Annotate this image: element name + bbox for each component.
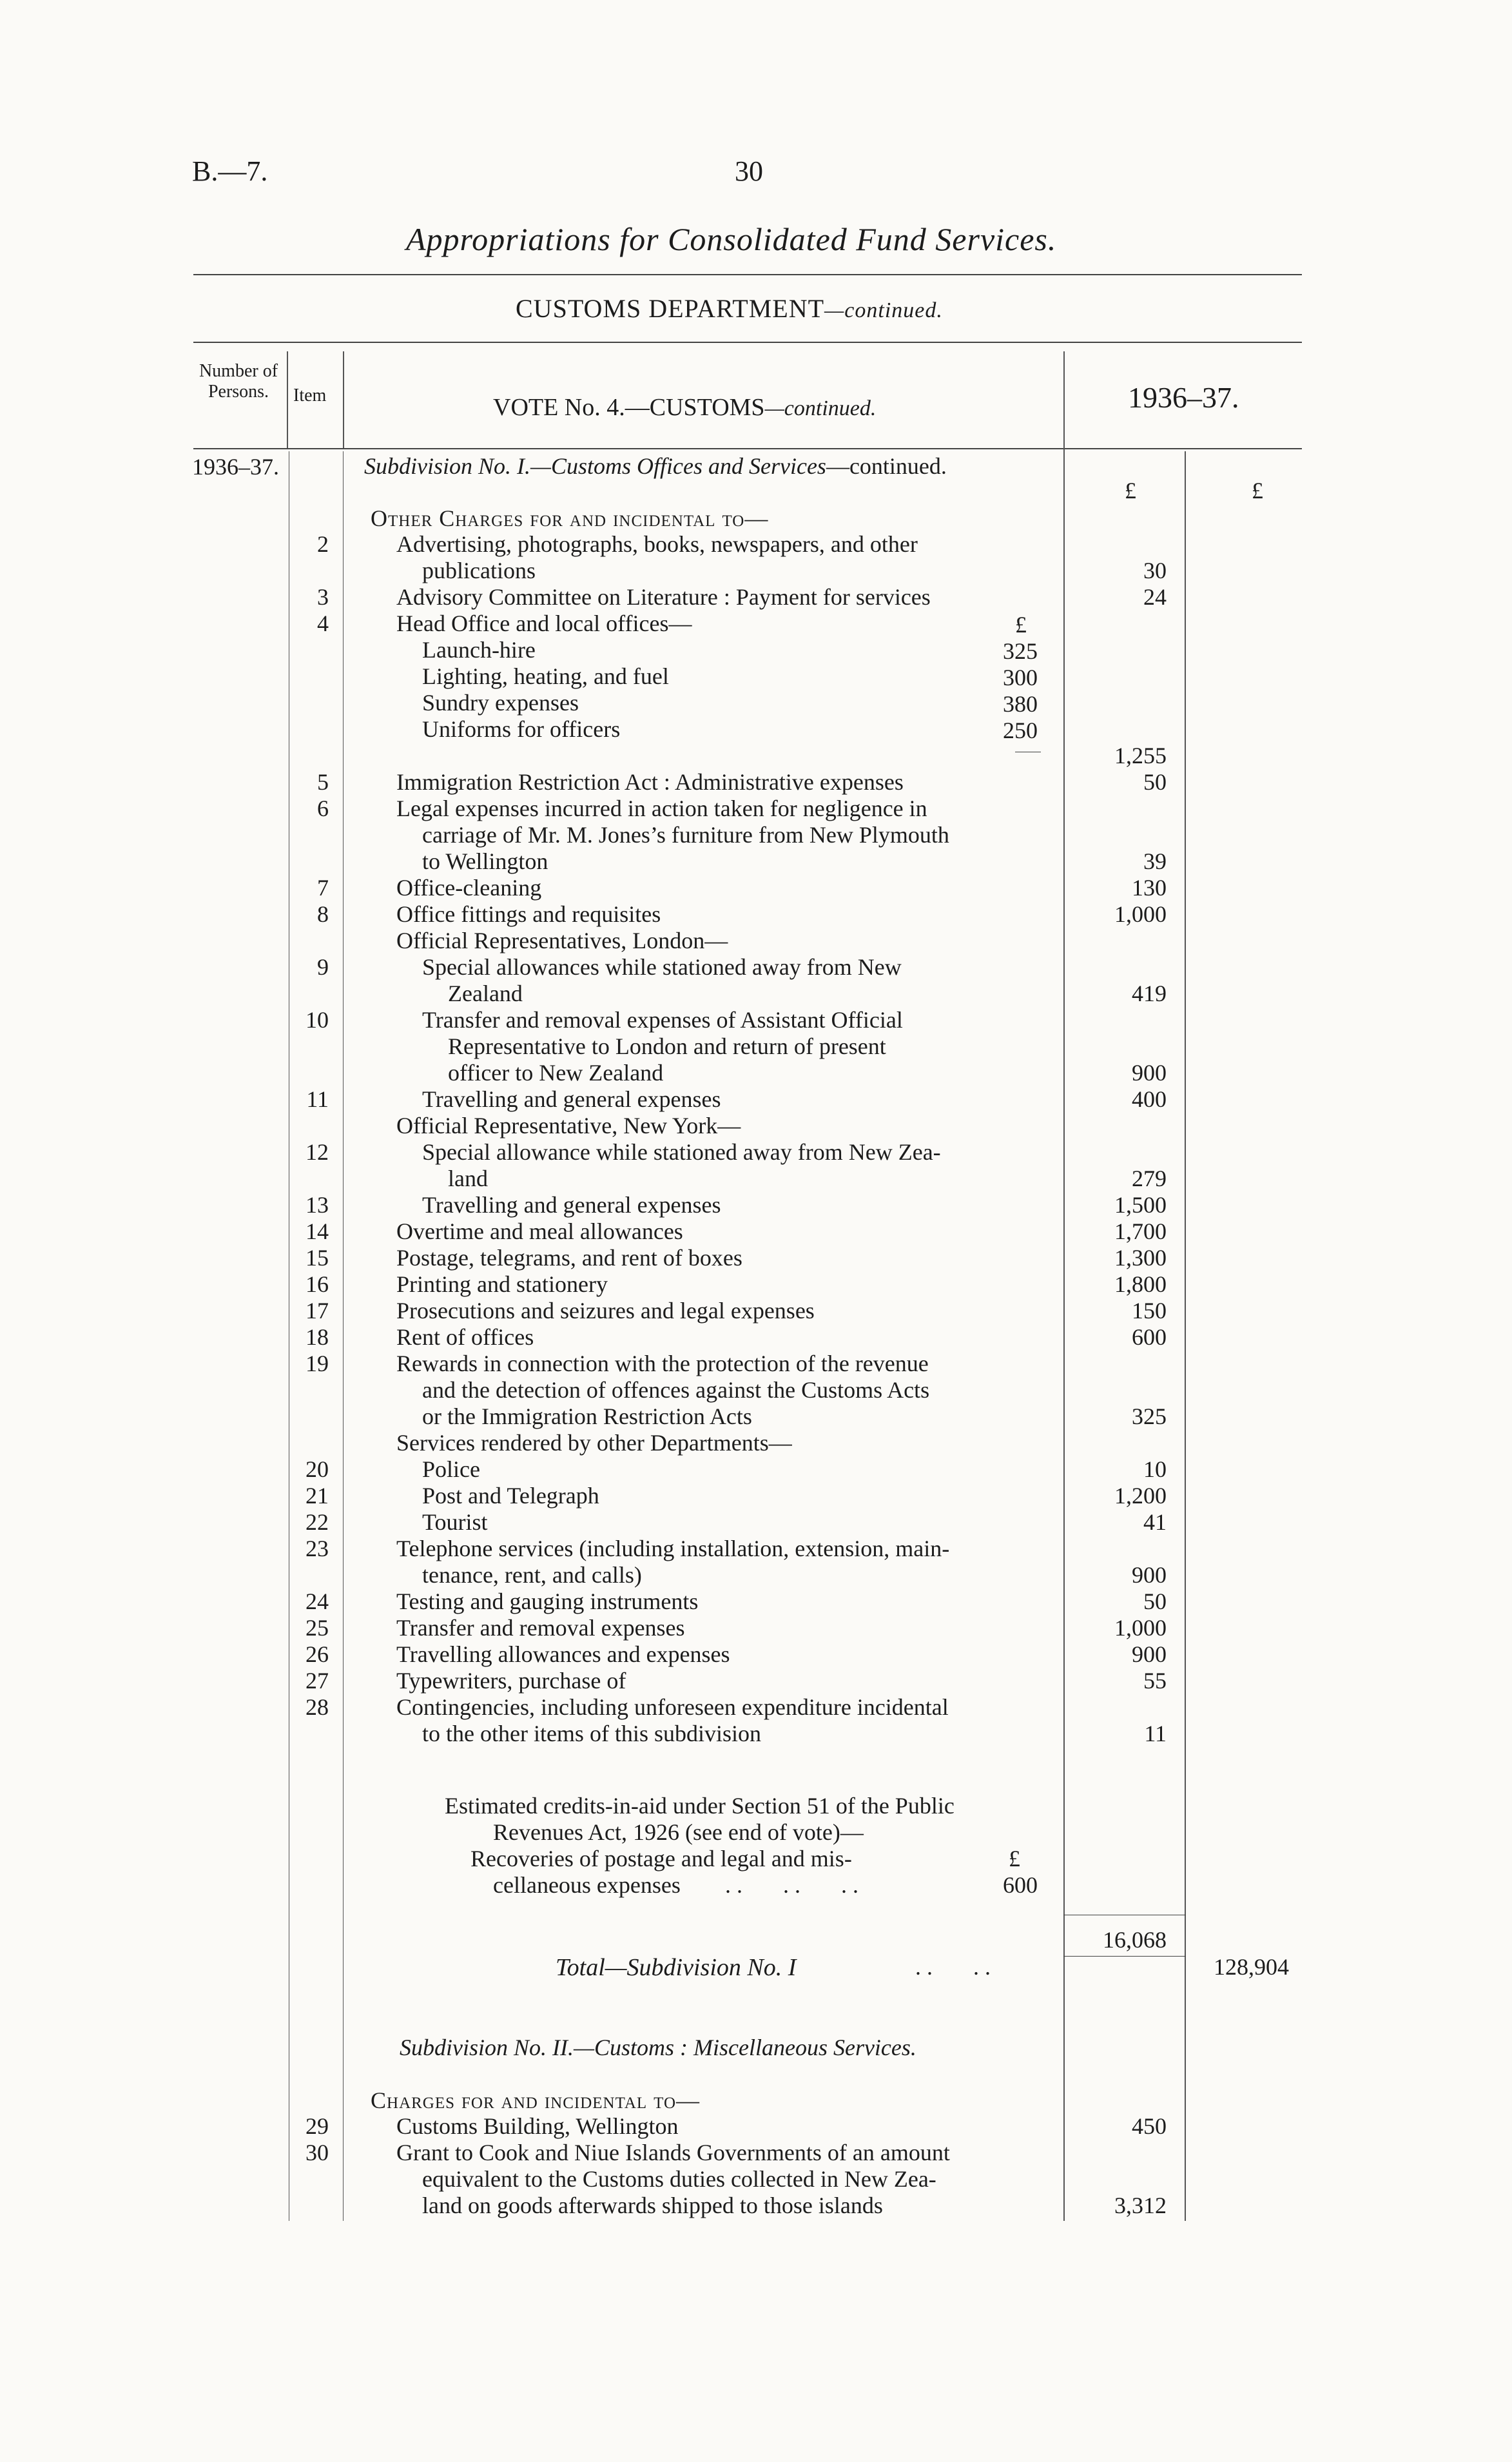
title-rule: [193, 274, 1302, 275]
item-description: Special allowance while stationed away from New Zea-: [422, 1139, 941, 1165]
subdivision-1-title: Subdivision No. I.—Customs Offices and Services: [364, 453, 826, 479]
item-number: 10: [305, 1007, 329, 1033]
table-row: [0, 1403, 1512, 1430]
total-subdivision-1-amount: 16,068: [1103, 1927, 1167, 1953]
sub-item-launch: 325: [1003, 638, 1038, 664]
vote-name: VOTE No. 4.—CUSTOMS: [493, 394, 765, 421]
sub-item-sundry: 380: [1003, 691, 1038, 717]
item-description: Overtime and meal allowances: [396, 1218, 683, 1244]
item-description: to the other items of this subdivision: [422, 1721, 761, 1746]
item-number: 15: [305, 1245, 329, 1271]
department-suffix: —continued.: [824, 298, 943, 322]
item-amount: 55: [1143, 1668, 1167, 1694]
table-row: [0, 1086, 1512, 1113]
table-row: [0, 1007, 1512, 1033]
table-row: [0, 1562, 1512, 1588]
table-row: [0, 1377, 1512, 1403]
item-amount: 24: [1143, 584, 1167, 610]
page-number: 30: [735, 155, 763, 187]
item-description: tenance, rent, and calls): [422, 1562, 642, 1588]
subdivision-2-heading: Subdivision No. II.—Customs : Miscellaneous Services.: [400, 2035, 916, 2060]
item-number: 7: [317, 875, 329, 901]
year-column-header: 1936–37.: [1128, 381, 1239, 414]
item-number: 22: [305, 1509, 329, 1535]
credits-line-2: Revenues Act, 1926 (see end of vote)—: [493, 1819, 864, 1845]
item-amount: 279: [1132, 1166, 1167, 1191]
item-amount: 900: [1132, 1562, 1167, 1588]
persons-column-rule: [287, 351, 288, 448]
item-description: or the Immigration Restriction Acts: [422, 1403, 752, 1429]
item-number: 13: [305, 1192, 329, 1218]
item-amount: 1,300: [1114, 1245, 1167, 1271]
item-column-rule: [343, 351, 344, 448]
table-row: [0, 1509, 1512, 1536]
pound-sign-col1: £: [1125, 478, 1136, 503]
item-description: Travelling allowances and expenses: [396, 1641, 730, 1667]
table-row: [0, 558, 1512, 584]
item-description: Launch-hire: [422, 637, 536, 663]
sub-item-uniforms: 250: [1003, 718, 1038, 743]
total-leaders: . . . .: [915, 1954, 991, 1980]
item-description: Customs Building, Wellington: [396, 2113, 679, 2139]
item-amount: 1,700: [1114, 1218, 1167, 1244]
other-charges-heading: Other Charges for and incidental to—: [371, 505, 769, 531]
item-amount: 1,000: [1114, 901, 1167, 927]
item-description: officer to New Zealand: [448, 1060, 664, 1086]
page-ref: B.—7.: [192, 155, 268, 187]
item-number: 26: [305, 1641, 329, 1667]
item-description: Prosecutions and seizures and legal expenses: [396, 1298, 815, 1324]
item-description: Transfer and removal expenses of Assistant Official: [422, 1007, 903, 1033]
page-title: Appropriations for Consolidated Fund Services.: [406, 221, 1057, 257]
item-amount: 30: [1143, 558, 1167, 583]
item-amount: 130: [1132, 875, 1167, 901]
item-number: 12: [305, 1139, 329, 1165]
table-row: [0, 1430, 1512, 1456]
table-row: [0, 663, 1512, 690]
table-row: [0, 901, 1512, 928]
item-number: 16: [305, 1271, 329, 1297]
item-amount: 50: [1143, 769, 1167, 795]
item-amount: 50: [1143, 1588, 1167, 1614]
item-description: Services rendered by other Departments—: [396, 1430, 792, 1456]
item-description: Office-cleaning: [396, 875, 542, 901]
table-row: [0, 1218, 1512, 1245]
item-number: 21: [305, 1483, 329, 1509]
item-amount: 11: [1144, 1721, 1167, 1746]
item-description: Printing and stationery: [396, 1271, 608, 1297]
grand-total-amount: 128,904: [1214, 1954, 1289, 1980]
item-amount: 41: [1143, 1509, 1167, 1535]
item-description: Advertising, photographs, books, newspapers, and other: [396, 531, 918, 557]
table-row: [0, 796, 1512, 822]
item-number: 9: [317, 954, 329, 980]
item-number: 18: [305, 1324, 329, 1350]
table-row: [0, 716, 1512, 743]
item-description: Rewards in connection with the protection of the revenue: [396, 1351, 929, 1376]
table-row: [0, 848, 1512, 875]
item-description: Immigration Restriction Act : Administrative expenses: [396, 769, 904, 795]
table-row: [0, 531, 1512, 558]
table-row: [0, 1721, 1512, 1747]
item-number: 27: [305, 1668, 329, 1694]
table-row: [0, 743, 1512, 769]
item-description: publications: [422, 558, 536, 583]
credits-line-1: Estimated credits-in-aid under Section 51 of the Public: [445, 1793, 955, 1819]
table-row: [0, 875, 1512, 901]
charges-heading: Charges for and incidental to—: [371, 2087, 701, 2113]
item-number: 28: [305, 1694, 329, 1720]
table-row: [0, 2193, 1512, 2219]
item-description: Official Representative, New York—: [396, 1113, 741, 1138]
department-rule: [193, 342, 1302, 343]
table-row: [0, 1298, 1512, 1324]
total-bottom-rule: [1063, 1956, 1186, 1957]
table-row: [0, 1694, 1512, 1721]
item-number: 19: [305, 1351, 329, 1376]
sub-items-pound: £: [1015, 612, 1027, 638]
table-row: [0, 822, 1512, 848]
item-amount: 900: [1132, 1641, 1167, 1667]
pound-sign-col2: £: [1252, 478, 1263, 503]
item-description: Zealand: [448, 981, 523, 1006]
table-row: [0, 1456, 1512, 1483]
item-number: 20: [305, 1456, 329, 1482]
item-amount: 1,255: [1114, 743, 1167, 768]
item-number: 30: [305, 2140, 329, 2165]
table-row: [0, 611, 1512, 637]
table-row: [0, 1324, 1512, 1351]
item-amount: 1,500: [1114, 1192, 1167, 1218]
table-row: [0, 981, 1512, 1007]
item-description: equivalent to the Customs duties collected in New Zea-: [422, 2166, 936, 2192]
table-row: [0, 1483, 1512, 1509]
item-description: to Wellington: [422, 848, 548, 874]
item-amount: 1,000: [1114, 1615, 1167, 1641]
table-row: [0, 584, 1512, 611]
table-row: [0, 1271, 1512, 1298]
item-description: Head Office and local offices—: [396, 611, 692, 636]
item-description: Post and Telegraph: [422, 1483, 599, 1509]
item-description: land: [448, 1166, 488, 1191]
table-row: [0, 2166, 1512, 2193]
item-number: 5: [317, 769, 329, 795]
item-amount: 600: [1132, 1324, 1167, 1350]
department-name: CUSTOMS DEPARTMENT: [516, 294, 825, 323]
table-row: [0, 1245, 1512, 1271]
credits-line-3: Recoveries of postage and legal and mis-: [470, 1846, 852, 1871]
item-amount: 900: [1132, 1060, 1167, 1086]
table-row: [0, 1033, 1512, 1060]
subdivision-1-heading: [364, 453, 947, 480]
item-number: 11: [306, 1086, 329, 1112]
item-description: carriage of Mr. M. Jones’s furniture from New Plymouth: [422, 822, 949, 848]
item-amount: 10: [1143, 1456, 1167, 1482]
table-row: [0, 1641, 1512, 1668]
item-description: Grant to Cook and Niue Islands Governments of an amount: [396, 2140, 950, 2165]
item-column-header: Item: [293, 386, 327, 405]
table-row: [0, 928, 1512, 954]
credits-leaders: . . . . . .: [725, 1872, 858, 1898]
item-description: Travelling and general expenses: [422, 1192, 721, 1218]
item-number: 6: [317, 796, 329, 821]
table-row: [0, 1166, 1512, 1192]
item-description: Special allowances while stationed away from New: [422, 954, 902, 980]
vote-suffix: —continued.: [764, 396, 877, 420]
table-row: [0, 954, 1512, 981]
item-number: 29: [305, 2113, 329, 2139]
item-description: Representative to London and return of present: [448, 1033, 886, 1059]
table-row: [0, 1668, 1512, 1694]
item-description: Travelling and general expenses: [422, 1086, 721, 1112]
item-amount: 400: [1132, 1086, 1167, 1112]
item-number: 2: [317, 531, 329, 557]
item-amount: 450: [1132, 2113, 1167, 2139]
item-description: Telephone services (including installation, extension, main-: [396, 1536, 950, 1561]
item-amount: 3,312: [1114, 2193, 1167, 2218]
sub-item-lighting: 300: [1003, 665, 1038, 690]
item-number: 23: [305, 1536, 329, 1561]
header-rule: [193, 448, 1302, 449]
item-amount: 1,200: [1114, 1483, 1167, 1509]
table-row: [0, 1192, 1512, 1218]
table-row: [0, 1536, 1512, 1562]
table-row: [0, 769, 1512, 796]
item-description: Lighting, heating, and fuel: [422, 663, 669, 689]
item-description: Office fittings and requisites: [396, 901, 661, 927]
item-description: Official Representatives, London—: [396, 928, 728, 953]
item-description: Uniforms for officers: [422, 716, 621, 742]
item-description: Tourist: [422, 1509, 488, 1535]
persons-column-header: Number of Persons.: [199, 361, 278, 402]
item-amount: 325: [1132, 1403, 1167, 1429]
department-heading: [516, 293, 943, 324]
subdivision-1-suffix: —continued.: [826, 453, 947, 479]
item-description: Advisory Committee on Literature : Payment for services: [396, 584, 931, 610]
persons-year: 1936–37.: [192, 454, 279, 480]
item-number: 14: [305, 1218, 329, 1244]
table-row: [0, 690, 1512, 716]
item-number: 25: [305, 1615, 329, 1641]
item-description: Postage, telegrams, and rent of boxes: [396, 1245, 742, 1271]
total-subdivision-1-label: Total—Subdivision No. I: [556, 1954, 797, 1981]
credits-pound: £: [1009, 1846, 1020, 1871]
item-number: 17: [305, 1298, 329, 1324]
item-description: Typewriters, purchase of: [396, 1668, 626, 1694]
item-number: 24: [305, 1588, 329, 1614]
item-description: land on goods afterwards shipped to those islands: [422, 2193, 883, 2218]
item-description: Contingencies, including unforeseen expenditure incidental: [396, 1694, 949, 1720]
item-description: and the detection of offences against the Customs Acts: [422, 1377, 930, 1403]
item-description: Legal expenses incurred in action taken for negligence in: [396, 796, 927, 821]
item-description: Transfer and removal expenses: [396, 1615, 685, 1641]
table-row: [0, 1588, 1512, 1615]
item-description: Sundry expenses: [422, 690, 579, 716]
table-row: [0, 2140, 1512, 2166]
credits-line-4: cellaneous expenses: [493, 1872, 681, 1898]
table-row: [0, 2113, 1512, 2140]
table-row: [0, 1113, 1512, 1139]
item-amount: 39: [1143, 848, 1167, 874]
item-number: 4: [317, 611, 329, 636]
table-row: [0, 1060, 1512, 1086]
item-description: Police: [422, 1456, 480, 1482]
credits-amount: 600: [1003, 1872, 1038, 1898]
table-row: [0, 1615, 1512, 1641]
table-row: [0, 1139, 1512, 1166]
vote-title: [493, 393, 876, 422]
item-number: 3: [317, 584, 329, 610]
item-amount: 1,800: [1114, 1271, 1167, 1297]
item-description: Rent of offices: [396, 1324, 534, 1350]
table-row: [0, 1351, 1512, 1377]
item-amount: 419: [1132, 981, 1167, 1006]
item-number: 8: [317, 901, 329, 927]
item-description: Testing and gauging instruments: [396, 1588, 699, 1614]
table-row: [0, 637, 1512, 663]
item-amount: 150: [1132, 1298, 1167, 1324]
